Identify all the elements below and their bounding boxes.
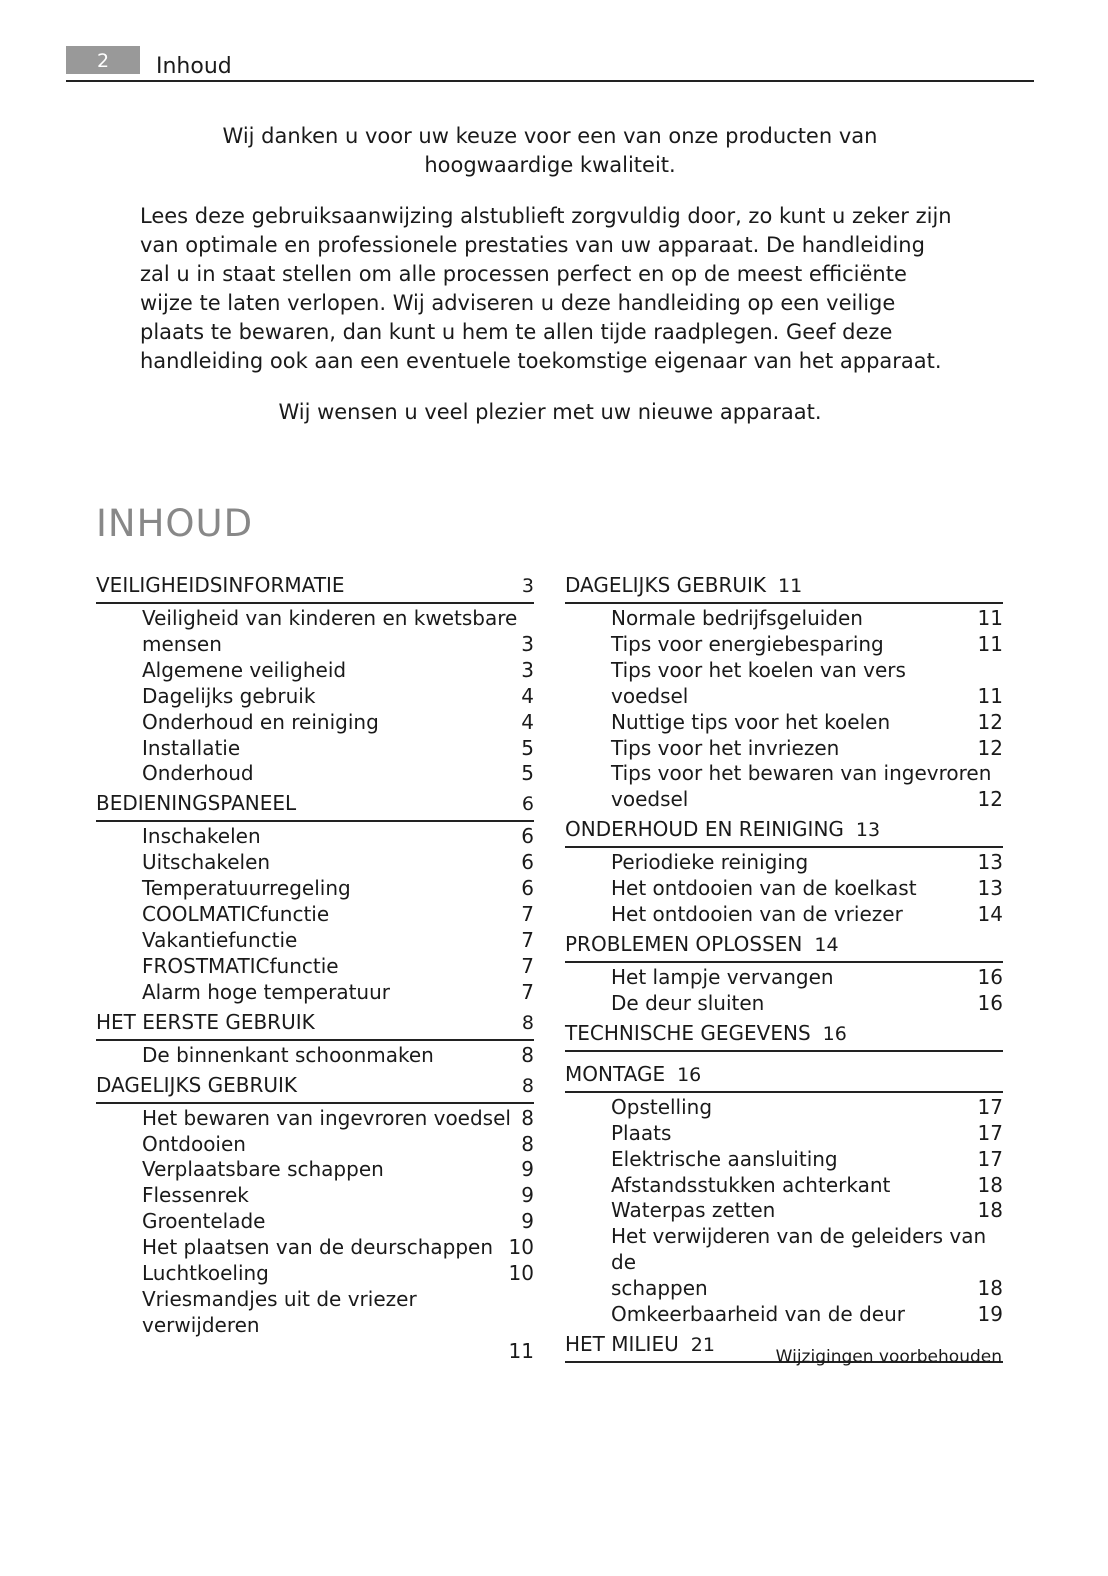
toc-entry-label: Omkeerbaarheid van de deur [611,1302,905,1327]
toc-section-title: TECHNISCHE GEGEVENS [565,1020,811,1045]
toc-section-heading[interactable] [96,1073,534,1104]
toc-entry-page: 16 [977,990,1003,1015]
toc-entry-page: 17 [977,1094,1003,1119]
toc-section-title: DAGELIJKS GEBRUIK [96,1072,298,1097]
toc-entry[interactable] [565,876,1003,902]
toc-entry-page: 3 [521,657,534,682]
toc-entry[interactable] [565,632,1003,658]
toc-entry-page: 17 [977,1146,1003,1171]
toc-entry[interactable] [565,1173,1003,1199]
intro-text [140,122,960,427]
toc-section-page: 11 [778,575,803,597]
toc-entry-page: 12 [977,787,1003,812]
toc-entry[interactable] [565,965,1003,991]
toc-entry-page: 8 [521,1042,534,1067]
toc-entry[interactable] [96,824,534,850]
toc-entry-page: 19 [977,1302,1003,1327]
toc-entry-label: Verplaatsbare schappen [142,1157,384,1182]
toc-entry[interactable] [96,928,534,954]
toc-section [96,1010,534,1073]
toc-section-page: 8 [521,1074,534,1097]
toc-section-title: ONDERHOUD EN REINIGING [565,817,844,842]
toc-entry[interactable] [96,658,534,684]
intro-wish: Wij wensen u veel plezier met uw nieuwe apparaat. [278,400,822,424]
toc-entry-page: 12 [977,709,1003,734]
toc-entry[interactable] [96,1339,534,1365]
toc-entry-page: 4 [521,709,534,734]
toc-entry-page: 13 [977,850,1003,875]
toc-entry[interactable] [565,787,1003,813]
toc-section-title: DAGELIJKS GEBRUIK [565,573,767,597]
toc-entry-label: Het lampje vervangen [611,964,834,989]
toc-entry[interactable] [565,736,1003,762]
toc-section [565,573,1003,817]
toc-entry[interactable] [565,850,1003,876]
toc-entry[interactable] [96,1287,534,1339]
toc-entry-label: Uitschakelen [142,850,271,875]
toc-entry-label: Algemene veiligheid [142,657,347,682]
toc-section-heading[interactable] [565,573,1003,604]
toc-entry-page: 18 [977,1276,1003,1301]
page-header [66,46,1034,82]
toc-entry-page: 17 [977,1120,1003,1145]
toc-entry-page: 10 [508,1261,534,1286]
toc-entry-label: Tips voor het invriezen [611,735,840,760]
toc-entry[interactable] [565,1302,1003,1328]
toc-entry-page: 18 [977,1172,1003,1197]
toc-entry[interactable] [565,761,1003,787]
toc-entry-label: Temperatuurregeling [142,876,351,901]
toc-entry[interactable] [96,1235,534,1261]
toc-section-heading[interactable] [565,817,1003,848]
toc-entry-label: Nuttige tips voor het koelen [611,709,891,734]
toc-entry-page: 16 [977,964,1003,989]
toc-entry-label: Waterpas zetten [611,1198,776,1223]
footer-note: Wijzigingen voorbehouden [775,1347,1002,1367]
toc-section-page: 16 [822,1022,847,1045]
toc-entry-page: 8 [521,1105,534,1130]
toc-entry-label: Vriesmandjes uit de vriezer verwijderen [142,1286,417,1337]
toc-section-page: 16 [677,1063,702,1086]
toc-section [565,1021,1003,1052]
toc-section-page: 8 [521,1011,534,1034]
toc-column-left [96,573,534,1369]
toc-entry[interactable] [96,980,534,1006]
toc-entry-page: 5 [521,761,534,786]
toc-section-title: BEDIENINGSPANEEL [96,791,297,816]
toc-entry-page: 18 [977,1198,1003,1223]
toc-entry-label: Het ontdooien van de vriezer [611,902,903,927]
toc-section-title: HET MILIEU [565,1331,679,1356]
toc-entry-page: 4 [521,683,534,708]
toc-entry-page: 10 [508,1235,534,1260]
toc-entry-page: 11 [508,1338,534,1363]
toc-entry-label: Het ontdooien van de koelkast [611,876,917,901]
toc-entry-label: Ontdooien [142,1131,246,1156]
toc-entry[interactable] [565,658,1003,710]
toc-entry-label: Het plaatsen van de deurschappen [142,1235,494,1260]
toc-entry-label: Het verwijderen van de geleiders van de [611,1224,987,1275]
toc-entry-label: Luchtkoeling [142,1261,269,1286]
toc-entry[interactable] [565,1198,1003,1224]
toc-entry[interactable] [96,1209,534,1235]
toc-entry-page: 3 [521,631,534,656]
toc-entry-page: 8 [521,1131,534,1156]
toc-entry-label: Elektrische aansluiting [611,1146,838,1171]
toc-section-heading[interactable] [96,573,534,604]
toc-entry[interactable] [96,684,534,710]
toc-entry-page: 9 [521,1183,534,1208]
toc-entry-page: 5 [521,735,534,760]
toc-entry[interactable] [565,1121,1003,1147]
toc-entry-page: 14 [977,902,1003,927]
toc-entry-page: 9 [521,1157,534,1182]
toc-entry-label: Het bewaren van ingevroren voedsel [142,1105,511,1130]
toc-entry-label: Vakantiefunctie [142,927,298,952]
toc-entry-page: 7 [521,953,534,978]
toc-entry-page: 11 [977,606,1003,630]
toc-section [565,1062,1003,1332]
toc-section-title: MONTAGE [565,1061,666,1086]
toc-entry[interactable] [96,710,534,736]
toc-section-heading[interactable] [565,932,1003,963]
toc-entry[interactable] [96,1261,534,1287]
toc-section-title: VEILIGHEIDSINFORMATIE [96,573,345,597]
toc-section-heading[interactable] [565,1062,1003,1093]
toc-section [96,573,534,791]
toc-entry-label: COOLMATICfunctie [142,902,330,927]
toc-entry[interactable] [96,1157,534,1183]
toc-entry[interactable] [565,1224,1003,1276]
toc-entry-label: Veiligheid van kinderen en kwetsbare [142,606,518,630]
toc-entry-label: FROSTMATICfunctie [142,953,339,978]
toc-entry[interactable] [565,1095,1003,1121]
toc-entry-label: Flessenrek [142,1183,249,1208]
toc-entry[interactable] [96,761,534,787]
toc-entry-page: 6 [521,824,534,849]
toc-entry[interactable] [96,736,534,762]
toc-entry[interactable] [96,1183,534,1209]
toc-entry[interactable] [565,991,1003,1017]
toc-entry[interactable] [96,902,534,928]
toc-entry-label: Opstelling [611,1094,713,1119]
toc-section-page: 21 [690,1333,715,1356]
toc-entry-label: Tips voor energiebesparing [611,631,884,656]
toc-entry-label: De binnenkant schoonmaken [142,1042,434,1067]
toc-entry-label: schappen [611,1276,708,1301]
toc-entry-page: 11 [977,683,1003,708]
intro-thanks: Wij danken u voor uw keuze voor een van onze producten van hoogwaardige kwaliteit. [222,124,878,177]
toc-section-page: 3 [521,575,534,597]
toc-entry[interactable] [565,1147,1003,1173]
toc-entry-page: 13 [977,876,1003,901]
toc-entry-page: 9 [521,1209,534,1234]
toc-entry[interactable] [96,1043,534,1069]
toc-entry-page: 12 [977,735,1003,760]
toc-entry-label: Inschakelen [142,824,261,849]
page-number: 2 [66,46,140,74]
toc-entry-page: 7 [521,927,534,952]
toc-entry[interactable] [96,606,534,632]
toc-entry-label: Installatie [142,735,241,760]
toc-entry-label: Alarm hoge temperatuur [142,979,390,1004]
toc-column-right [565,573,1003,1365]
toc-entry-label: Normale bedrijfsgeluiden [611,606,863,630]
toc-section [565,932,1003,1021]
toc-section [565,817,1003,932]
toc-entry-label: Tips voor het koelen van vers voedsel [611,657,906,708]
toc-section-heading[interactable] [96,791,534,822]
toc-entry[interactable] [565,902,1003,928]
toc-entry[interactable] [96,1106,534,1132]
toc-section [96,791,534,1009]
toc-entry-label: Afstandsstukken achterkant [611,1172,891,1197]
toc-section-page: 13 [855,819,881,842]
toc-entry-page: 7 [521,902,534,927]
toc-entry-label: De deur sluiten [611,990,765,1015]
toc-entry-label: mensen [142,631,222,656]
toc-entry-label: Onderhoud [142,761,254,786]
toc-section-heading[interactable] [96,1010,534,1041]
toc-entry-label: Onderhoud en reiniging [142,709,379,734]
toc-entry[interactable] [96,632,534,658]
toc-entry-label: Dagelijks gebruik [142,683,316,708]
toc-entry[interactable] [565,606,1003,632]
toc-entry-label: Plaats [611,1120,672,1145]
toc-entry[interactable] [96,1132,534,1158]
toc-section-heading[interactable] [565,1021,1003,1052]
toc-entry-label: voedsel [611,787,689,812]
toc-section-page: 6 [521,793,534,816]
toc-section-title: PROBLEMEN OPLOSSEN [565,931,803,956]
toc-entry[interactable] [96,876,534,902]
toc-entry-label: Groentelade [142,1209,266,1234]
toc-entry-label: Tips voor het bewaren van ingevroren [611,761,992,786]
header-title: Inhoud [156,54,232,79]
toc-section-page: 14 [814,933,839,956]
toc-entry-page: 6 [521,876,534,901]
toc-entry[interactable] [565,710,1003,736]
toc-entry[interactable] [565,1276,1003,1302]
toc-entry[interactable] [96,954,534,980]
toc-entry-label: Periodieke reiniging [611,850,809,875]
toc-entry-page: 6 [521,850,534,875]
toc-entry-page: 11 [977,631,1003,656]
toc-section [96,1073,534,1369]
intro-instructions: Lees deze gebruiksaanwijzing alstublieft zorgvuldig door, zo kunt u zeker zijn van optimale en professionele prestaties van uw apparaat. De handleiding zal u in staat stellen om alle processen perfect en op de meest efficiënte wijze te laten verlopen. Wij adviseren u deze handleiding op een veilige plaats te bewaren, dan kunt u hem te allen tijde raadplegen. Geef deze handleiding ook aan een eventuele toekomstige eigenaar van het apparaat. [140,204,952,373]
toc-section-title: HET EERSTE GEBRUIK [96,1009,315,1034]
toc-entry[interactable] [96,850,534,876]
contents-title: INHOUD [96,502,254,545]
toc-entry-page: 7 [521,979,534,1004]
